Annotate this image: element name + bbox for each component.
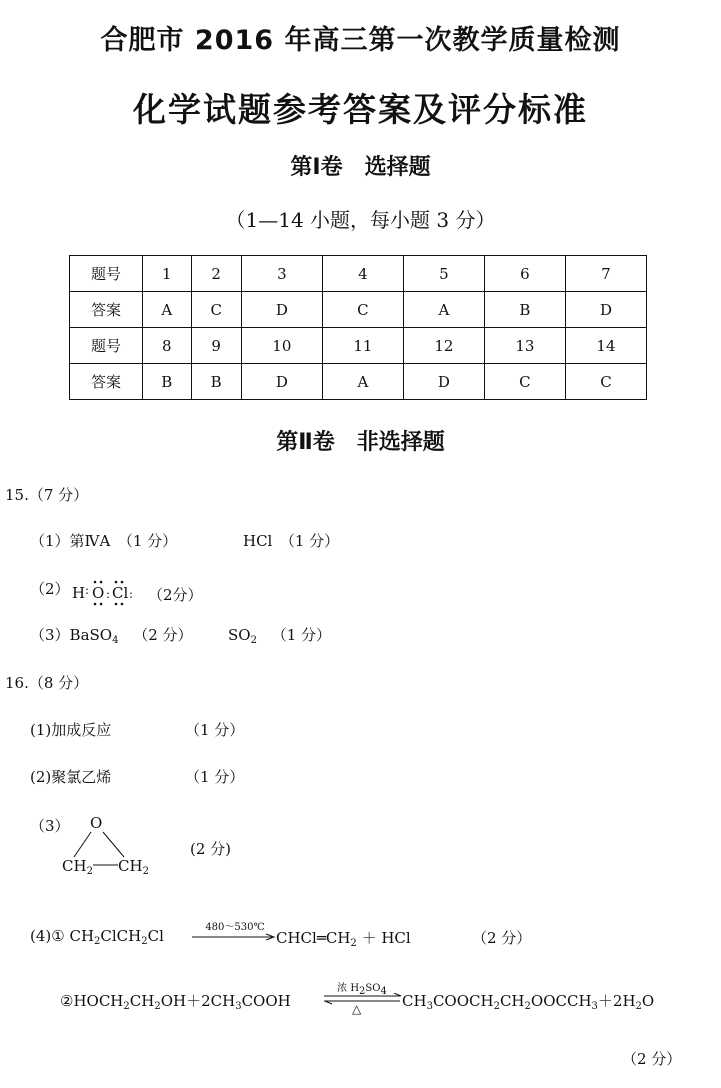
esterification-reactants: $②HOCH_2CH_2OH+2CH_3COOH$ (60, 992, 291, 1012)
q15-answer-1a: （1）第ⅣA （1 分） (30, 532, 178, 550)
lewis-structure-hocl (70, 578, 140, 606)
table-cell: A (322, 364, 403, 400)
lewis-atom-h: H (72, 584, 86, 602)
q15-answer-3b: $SO_2$ （1 分） (228, 626, 332, 646)
table-cell: 8 (143, 328, 192, 364)
table-cell: 3 (241, 256, 322, 292)
table-cell: 9 (191, 328, 241, 364)
table-cell: 6 (484, 256, 565, 292)
table-cell: B (484, 292, 565, 328)
reaction-condition: 480～530℃ (205, 922, 265, 933)
atom-ch2-left: $CH_2$ (62, 857, 93, 877)
table-cell: 11 (322, 328, 403, 364)
ring-bonds-icon (60, 812, 160, 876)
equilibrium-arrow-icon (324, 993, 402, 1005)
q16-answer-2: (2)聚氯乙烯 (30, 768, 112, 786)
table-cell: 2 (191, 256, 241, 292)
table-cell: B (143, 364, 192, 400)
table-cell: 10 (241, 328, 322, 364)
q16-answer-2-score: （1 分） (185, 768, 245, 786)
ethylene-oxide-structure (60, 812, 160, 876)
esterification-catalyst: 浓 $H_2SO_4$ (337, 983, 387, 997)
table-row (70, 256, 647, 292)
table-cell-label: 答案 (70, 292, 143, 328)
answer-table (69, 255, 647, 400)
document-subtitle: 化学试题参考答案及评分标准 (133, 90, 588, 129)
table-cell-label: 题号 (70, 256, 143, 292)
table-cell: 1 (143, 256, 192, 292)
q15-answer-2-score: （2分） (148, 586, 203, 604)
q16-answer-3-score: (2 分) (190, 840, 232, 858)
q16-answer-5-score: （2 分） (622, 1050, 682, 1068)
table-cell: A (143, 292, 192, 328)
lewis-bond-dots: : (106, 587, 111, 601)
lewis-atom-cl: Cl (112, 584, 129, 602)
q16-answer-3-label: （3） (30, 817, 70, 835)
table-cell: C (191, 292, 241, 328)
table-cell: C (565, 364, 646, 400)
q16-answer-1-score: （1 分） (185, 721, 245, 739)
atom-ch2-right: $CH_2$ (118, 857, 149, 877)
table-cell: 7 (565, 256, 646, 292)
table-cell: 14 (565, 328, 646, 364)
lewis-bond-dots: : (85, 583, 90, 597)
q15-answer-2-label: （2） (30, 580, 70, 598)
table-cell: D (241, 364, 322, 400)
lewis-lone-pair: : (129, 587, 134, 601)
q16-heading: 16.（8 分） (5, 674, 89, 692)
q16-answer-1: (1)加成反应 (30, 721, 112, 739)
q15-answer-3a: （3）BaSO$_4$ （2 分） (30, 626, 193, 646)
table-cell-label: 答案 (70, 364, 143, 400)
esterification-products: $CH_3COOCH_2CH_2OOCCH_3+2H_2O$ (402, 992, 655, 1012)
table-row (70, 292, 647, 328)
table-cell: 13 (484, 328, 565, 364)
table-cell: C (322, 292, 403, 328)
q16-answer-4-score: （2 分） (472, 929, 532, 947)
table-cell: D (565, 292, 646, 328)
table-cell-label: 题号 (70, 328, 143, 364)
q16-answer-4-product: $CHCl═CH_2$ ＋ HCl (276, 929, 411, 949)
reaction-arrow-icon (192, 933, 276, 941)
part1-subtitle: （1—14 小题，每小题 3 分） (225, 208, 496, 232)
lewis-atom-o: O (92, 584, 105, 602)
lewis-dots-icon (70, 578, 140, 606)
table-cell: D (403, 364, 484, 400)
document-title: 合肥市 2016 年高三第一次教学质量检测 (100, 25, 621, 56)
table-cell: A (403, 292, 484, 328)
q15-answer-1b: HCl （1 分） (243, 532, 340, 550)
table-cell: 5 (403, 256, 484, 292)
heating-symbol: △ (352, 1002, 362, 1016)
table-cell: B (191, 364, 241, 400)
part1-title: 第Ⅰ卷 选择题 (290, 155, 431, 180)
table-cell: D (241, 292, 322, 328)
table-cell: 12 (403, 328, 484, 364)
table-row (70, 364, 647, 400)
table-cell: C (484, 364, 565, 400)
q15-heading: 15.（7 分） (5, 486, 89, 504)
atom-o: O (90, 814, 103, 832)
table-row (70, 328, 647, 364)
part2-title: 第Ⅱ卷 非选择题 (276, 430, 445, 455)
q16-answer-4-reactant: (4)① $CH_2ClCH_2Cl$ (30, 927, 164, 947)
table-cell: 4 (322, 256, 403, 292)
